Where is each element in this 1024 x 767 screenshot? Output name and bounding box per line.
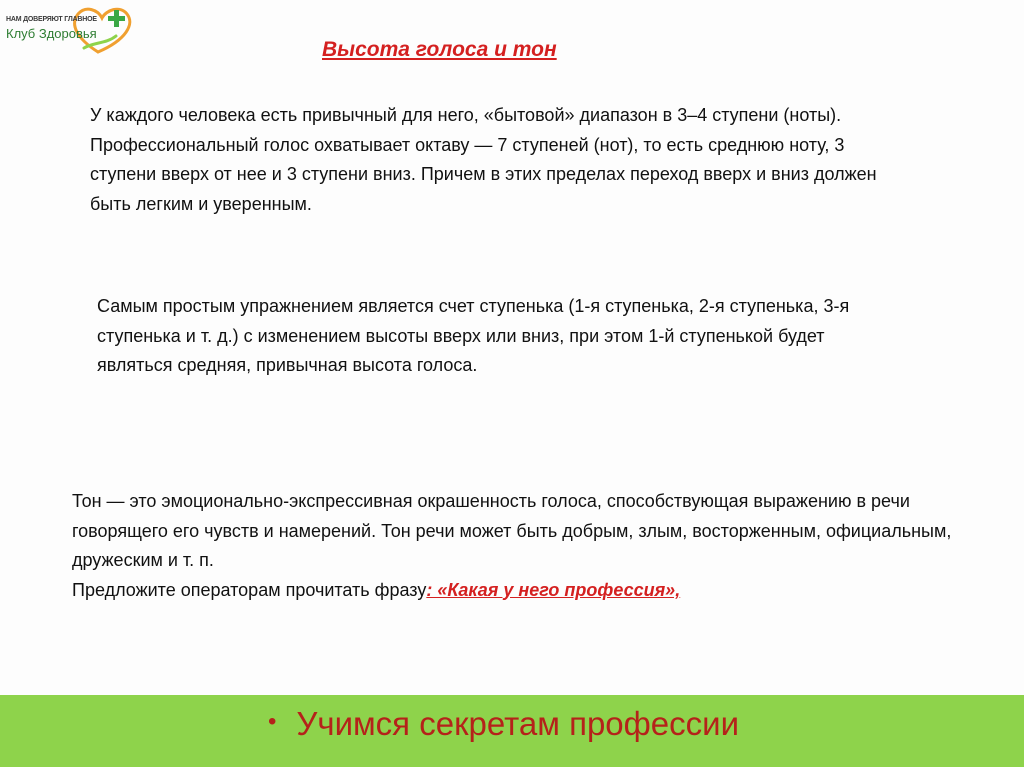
slide-title: Высота голоса и тон [322,38,557,61]
paragraph-exercise: Самым простым упражнением является счет ступенька (1-я ступенька, 2-я ступенька, 3-я ступенька и т. д.) с изменением высоты вверх или вниз, при этом 1-й ступенькой будет являться средняя, привычная высота голоса. [97,296,850,375]
instruction-text: Предложите операторам прочитать фразу [72,579,427,600]
footer-bar [0,695,1024,767]
bullet-icon: • [268,708,277,735]
paragraph-tone [72,487,972,605]
tone-instruction [72,576,972,606]
tone-definition: Тон — это эмоционально-экспрессивная окрашенность голоса, способствующая выражению в речи говорящего его чувств и намерений. Тон речи может быть добрым, злым, восторженным, официальным, дружеским и т. п. [72,491,952,570]
footer-text: Учимся секретам профессии [296,705,740,742]
logo-name: Клуб Здоровья [6,26,97,41]
example-phrase: : «Какая у него профессия», [426,579,681,600]
logo-tagline: НАМ ДОВЕРЯЮТ ГЛАВНОЕ [6,16,97,23]
club-logo [6,2,142,60]
paragraph-vocal-range: У каждого человека есть привычный для него, «бытовой» диапазон в 3–4 ступени (ноты). Профессиональный голос охватывает октаву — 7 ступеней (нот), то есть среднюю ноту, 3 ступени вверх от нее и 3 ступени вниз. Причем в этих пределах переход вверх и вниз должен быть легким и уверенным. [90,105,877,214]
footer-item [268,705,739,743]
